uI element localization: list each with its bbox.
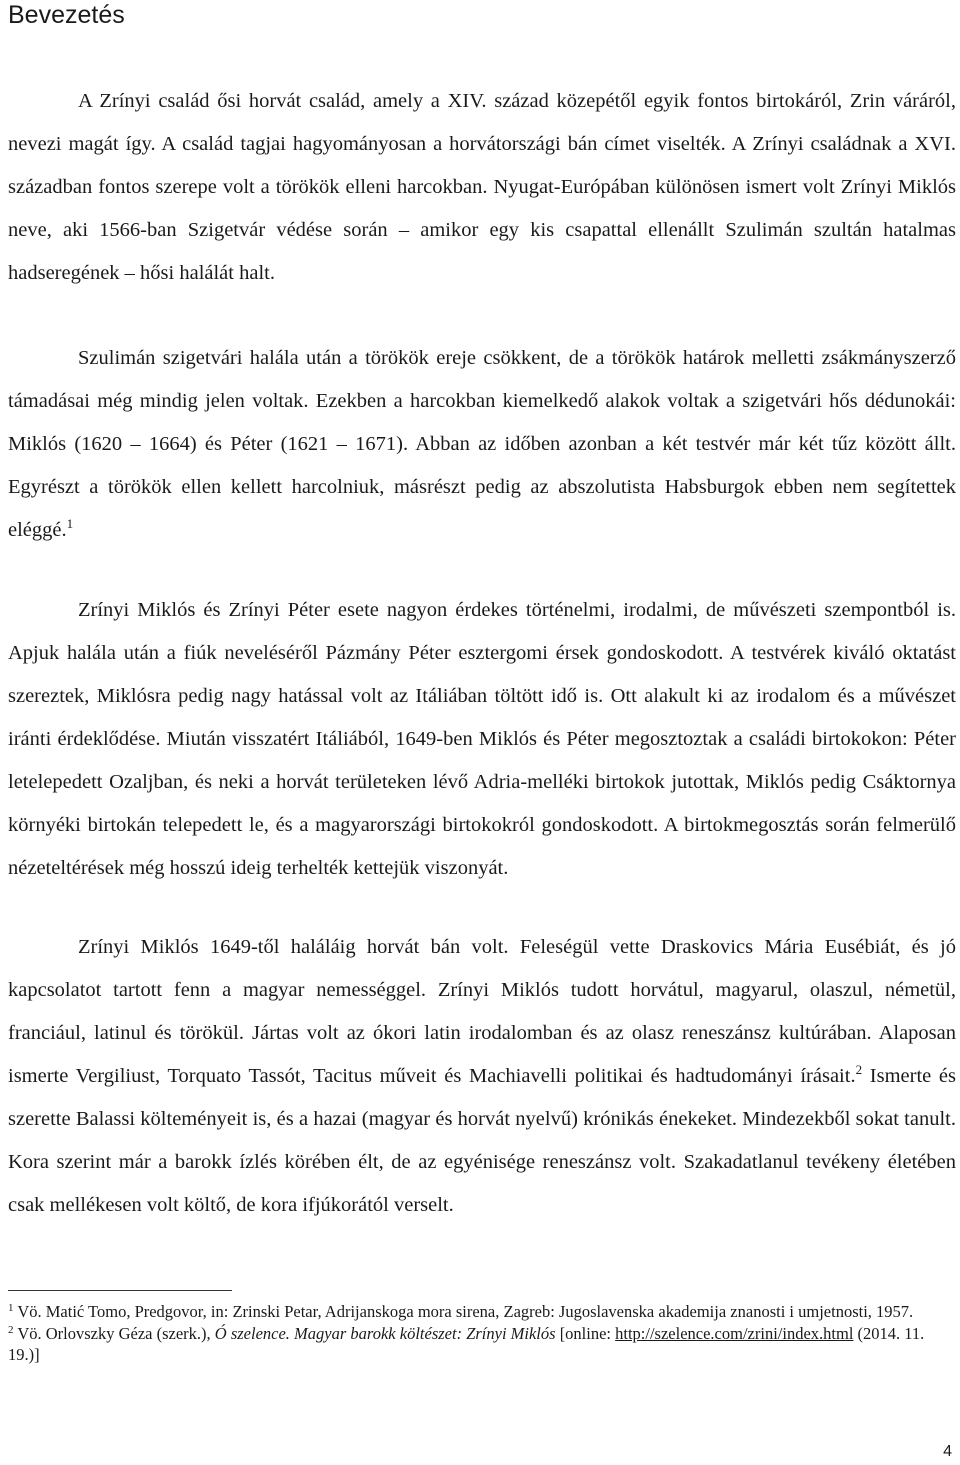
footnote-2-title: Ó szelence. Magyar barokk költészet: Zrínyi Miklós xyxy=(214,1324,556,1343)
paragraph-1-text: A Zrínyi család ősi horvát család, amely a XIV. század közepétől egyik fontos birtokáról, Zrin váráról, nevezi magát így. A család tagjai hagyományosan a horvátországi bán címet viselték. A Zrínyi családnak a XVI. században fontos szerepe volt a törökök elleni harcokban. Nyugat-Európában különösen ismert volt Zrínyi Miklós neve, aki 1566-ban Szigetvár védése során – amikor egy kis csapattal ellenállt Szulimán szultán hatalmas hadseregének – hősi halálát halt. xyxy=(8,90,956,284)
footnote-divider xyxy=(8,1290,232,1291)
page-number: 4 xyxy=(943,1443,952,1460)
paragraph-4-text-after: Ismerte és szerette Balassi költeményeit is, és a hazai (magyar és horvát nyelvű) krónikás énekeket. Mindezekből sokat tanult. Kora szerint már a barokk ízlés körében élt, de az egyénisége reneszánsz volt. Szakadatlanul tevékeny életében csak mellékesen volt költő, de kora ifjúkorától verselt. xyxy=(8,1065,957,1216)
paragraph-3 xyxy=(8,589,956,890)
section-heading: Bevezetés xyxy=(8,1,125,29)
footnote-ref-2[interactable]: 2 xyxy=(855,1062,863,1077)
footnote-1-number: 1 xyxy=(8,1302,14,1314)
footnote-1-text: Vö. Matić Tomo, Predgovor, in: Zrinski Petar, Adrijanskoga mora sirena, Zagreb: Jugoslavenska akademija znanosti i umjetnosti, 1957. xyxy=(13,1302,914,1321)
footnote-2-text-after: (2014. 11. 19.)] xyxy=(8,1324,925,1364)
footnote-2-text-mid: [online: xyxy=(555,1324,616,1343)
paragraph-2-text: Szulimán szigetvári halála után a törökök ereje csökkent, de a törökök határok melletti zsákmányszerző támadásai még mindig jelen voltak. Ezekben a harcokban kiemelkedő alakok voltak a szigetvári hős dédunokái: Miklós (1620 – 1664) és Péter (1621 – 1671). Abban az időben azonban a két testvér már két tűz között állt. Egyrészt a törökök ellen kellett harcolniuk, másrészt pedig az abszolutista Habsburgok ebben nem segítettek eléggé. xyxy=(8,347,956,541)
footnote-2-text-before: Vö. Orlovszky Géza (szerk.), xyxy=(13,1324,215,1343)
paragraph-3-text: Zrínyi Miklós és Zrínyi Péter esete nagyon érdekes történelmi, irodalmi, de művészeti szempontból is. Apjuk halála után a fiúk neveléséről Pázmány Péter esztergomi érsek gondoskodott. A testvérek kiváló oktatást szereztek, Miklósra pedig nagy hatással volt az Itáliában töltött idő is. Ott alakult ki az irodalom és a művészet iránti érdeklődése. Miután visszatért Itáliából, 1649-ben Miklós és Péter megosztoztak a családi birtokokon: Péter letelepedett Ozaljban, és neki a horvát területeken lévő Adria-melléki birtokok jutottak, Miklós pedig Csáktornya környéki birtokán telepedett le, és a magyarországi birtokokról gondoskodott. A birtokmegosztás során felmerülő nézeteltérések még hosszú ideig terhelték kettejük viszonyát. xyxy=(8,599,956,879)
paragraph-4-text-before: Zrínyi Miklós 1649-től haláláig horvát bán volt. Feleségül vette Draskovics Mária Eusébiát, és jó kapcsolatot tartott fenn a magyar nemességgel. Zrínyi Miklós tudott horvátul, magyarul, olaszul, németül, franciául, latinul és törökül. Jártas volt az ókori latin irodalomban és az olasz reneszánsz kultúrában. Alaposan ismerte Vergiliust, Torquato Tassót, Tacitus műveit és Machiavelli politikai és hadtudományi írásait. xyxy=(8,936,956,1087)
paragraph-4 xyxy=(8,926,956,1227)
footnote-2-number: 2 xyxy=(8,1324,14,1336)
footnote-ref-1[interactable]: 1 xyxy=(66,516,74,531)
paragraph-1 xyxy=(8,80,956,295)
footnotes xyxy=(8,1301,953,1366)
footnote-2-link[interactable]: http://szelence.com/zrini/index.html xyxy=(615,1324,854,1343)
footnote-2 xyxy=(8,1323,953,1365)
paragraph-2 xyxy=(8,337,956,552)
footnote-1 xyxy=(8,1301,953,1322)
